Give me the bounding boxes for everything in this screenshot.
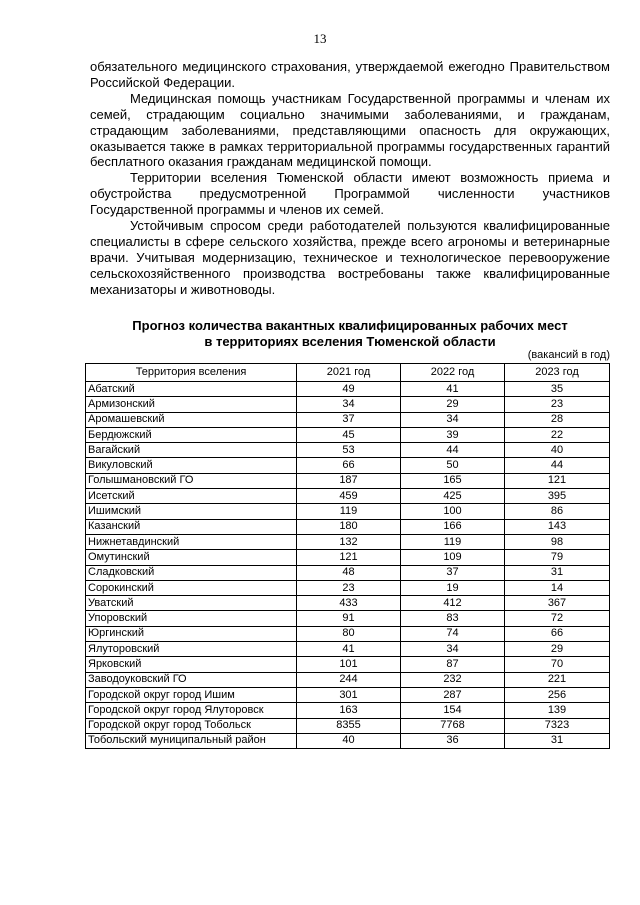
territory-cell: Ялуторовский: [86, 642, 297, 657]
value-2021-cell: 459: [297, 489, 401, 504]
value-2021-cell: 187: [297, 473, 401, 488]
table-row: [86, 718, 610, 733]
value-2022-cell: 166: [401, 519, 505, 534]
territory-cell: Городской округ город Тобольск: [86, 718, 297, 733]
value-2022-cell: 119: [401, 534, 505, 549]
header-2022: 2022 год: [401, 364, 505, 382]
table-row: [86, 412, 610, 427]
paragraph: Медицинская помощь участникам Государственной программы и членам их семей, страдающим социально значимыми заболеваниями, и гражданам, страдающим заболеваниями, представляющими опасность для окружающих, оказывается также в рамках территориальной программы государственных гарантий бесплатного оказания гражданам медицинской помощи.: [90, 90, 610, 170]
value-2021-cell: 180: [297, 519, 401, 534]
territory-cell: Омутинский: [86, 550, 297, 565]
value-2021-cell: 66: [297, 458, 401, 473]
value-2023-cell: 367: [505, 596, 610, 611]
table-row: [86, 672, 610, 687]
table-row: [86, 596, 610, 611]
table-row: [86, 611, 610, 626]
value-2023-cell: 79: [505, 550, 610, 565]
territory-cell: Тобольский муниципальный район: [86, 733, 297, 748]
table-title: [90, 318, 610, 349]
value-2023-cell: 121: [505, 473, 610, 488]
value-2022-cell: 287: [401, 687, 505, 702]
territory-cell: Городской округ город Ялуторовск: [86, 703, 297, 718]
territory-cell: Ишимский: [86, 504, 297, 519]
value-2022-cell: 39: [401, 427, 505, 442]
table-title-line2: в территориях вселения Тюменской области: [204, 333, 496, 349]
table-row: [86, 489, 610, 504]
table-row: [86, 458, 610, 473]
table-row: [86, 565, 610, 580]
territory-cell: Сладковский: [86, 565, 297, 580]
territory-cell: Упоровский: [86, 611, 297, 626]
value-2022-cell: 7768: [401, 718, 505, 733]
page-number: 13: [313, 31, 327, 46]
value-2021-cell: 40: [297, 733, 401, 748]
territory-cell: Городской округ город Ишим: [86, 687, 297, 702]
table-row: [86, 473, 610, 488]
value-2023-cell: 395: [505, 489, 610, 504]
territory-cell: Абатский: [86, 382, 297, 397]
value-2023-cell: 139: [505, 703, 610, 718]
table-title-line1: Прогноз количества вакантных квалифицированных рабочих мест: [132, 318, 568, 333]
value-2023-cell: 86: [505, 504, 610, 519]
table-row: [86, 504, 610, 519]
value-2021-cell: 433: [297, 596, 401, 611]
value-2021-cell: 53: [297, 443, 401, 458]
value-2022-cell: 232: [401, 672, 505, 687]
value-2023-cell: 143: [505, 519, 610, 534]
table-row: [86, 687, 610, 702]
value-2021-cell: 244: [297, 672, 401, 687]
territory-cell: Армизонский: [86, 397, 297, 412]
territory-cell: Юргинский: [86, 626, 297, 641]
value-2022-cell: 44: [401, 443, 505, 458]
value-2023-cell: 31: [505, 565, 610, 580]
value-2022-cell: 36: [401, 733, 505, 748]
value-2021-cell: 23: [297, 580, 401, 595]
table-row: [86, 657, 610, 672]
territory-cell: Сорокинский: [86, 580, 297, 595]
table-row: [86, 534, 610, 549]
table-row: [86, 642, 610, 657]
value-2022-cell: 50: [401, 458, 505, 473]
value-2021-cell: 80: [297, 626, 401, 641]
value-2023-cell: 221: [505, 672, 610, 687]
value-2021-cell: 119: [297, 504, 401, 519]
vacancies-table: [85, 363, 610, 749]
value-2022-cell: 29: [401, 397, 505, 412]
value-2021-cell: 49: [297, 382, 401, 397]
value-2023-cell: 7323: [505, 718, 610, 733]
value-2021-cell: 91: [297, 611, 401, 626]
territory-cell: Голышмановский ГО: [86, 473, 297, 488]
value-2021-cell: 34: [297, 397, 401, 412]
table-row: [86, 382, 610, 397]
unit-note: (вакансий в год): [527, 349, 610, 361]
value-2021-cell: 132: [297, 534, 401, 549]
table-row: [86, 443, 610, 458]
value-2023-cell: 14: [505, 580, 610, 595]
value-2021-cell: 121: [297, 550, 401, 565]
value-2022-cell: 100: [401, 504, 505, 519]
territory-cell: Аромашевский: [86, 412, 297, 427]
value-2022-cell: 425: [401, 489, 505, 504]
paragraph: Устойчивым спросом среди работодателей пользуются квалифицированные специалисты в сфере сельского хозяйства, прежде всего агрономы и ветеринарные врачи. Учитывая модернизацию, техническое и технологическое перевооружение сельскохозяйственного производства востребованы также квалифицированные механизаторы и животноводы.: [90, 218, 610, 297]
value-2021-cell: 37: [297, 412, 401, 427]
value-2022-cell: 154: [401, 703, 505, 718]
table-row: [86, 427, 610, 442]
value-2022-cell: 109: [401, 550, 505, 565]
territory-cell: Исетский: [86, 489, 297, 504]
value-2023-cell: 22: [505, 427, 610, 442]
value-2023-cell: 66: [505, 626, 610, 641]
header-2021: 2021 год: [297, 364, 401, 382]
table-row: [86, 397, 610, 412]
header-territory: Территория вселения: [86, 364, 297, 382]
value-2022-cell: 34: [401, 642, 505, 657]
table-header-row: [86, 364, 610, 382]
territory-cell: Заводоуковский ГО: [86, 672, 297, 687]
value-2021-cell: 45: [297, 427, 401, 442]
value-2021-cell: 41: [297, 642, 401, 657]
territory-cell: Бердюжский: [86, 427, 297, 442]
header-2023: 2023 год: [505, 364, 610, 382]
table-row: [86, 733, 610, 748]
table-row: [86, 550, 610, 565]
value-2022-cell: 19: [401, 580, 505, 595]
value-2022-cell: 37: [401, 565, 505, 580]
territory-cell: Казанский: [86, 519, 297, 534]
value-2021-cell: 163: [297, 703, 401, 718]
value-2023-cell: 31: [505, 733, 610, 748]
value-2023-cell: 40: [505, 443, 610, 458]
value-2022-cell: 34: [401, 412, 505, 427]
paragraph: обязательного медицинского страхования, утверждаемой ежегодно Правительством Российской Федерации.: [90, 59, 610, 90]
value-2022-cell: 74: [401, 626, 505, 641]
value-2023-cell: 29: [505, 642, 610, 657]
value-2021-cell: 48: [297, 565, 401, 580]
value-2023-cell: 256: [505, 687, 610, 702]
value-2023-cell: 70: [505, 657, 610, 672]
value-2022-cell: 165: [401, 473, 505, 488]
body-text: [90, 59, 610, 298]
value-2023-cell: 72: [505, 611, 610, 626]
territory-cell: Уватский: [86, 596, 297, 611]
territory-cell: Вагайский: [86, 443, 297, 458]
value-2023-cell: 23: [505, 397, 610, 412]
value-2023-cell: 98: [505, 534, 610, 549]
paragraph: Территории вселения Тюменской области имеют возможность приема и обустройства предусмотренной Программой численности участников Государственной программы и членов их семей.: [90, 170, 610, 218]
value-2022-cell: 412: [401, 596, 505, 611]
territory-cell: Ярковский: [86, 657, 297, 672]
value-2022-cell: 41: [401, 382, 505, 397]
value-2023-cell: 44: [505, 458, 610, 473]
value-2021-cell: 101: [297, 657, 401, 672]
territory-cell: Нижнетавдинский: [86, 534, 297, 549]
table-row: [86, 580, 610, 595]
value-2021-cell: 301: [297, 687, 401, 702]
value-2021-cell: 8355: [297, 718, 401, 733]
value-2023-cell: 28: [505, 412, 610, 427]
table-row: [86, 519, 610, 534]
table-row: [86, 703, 610, 718]
value-2023-cell: 35: [505, 382, 610, 397]
territory-cell: Викуловский: [86, 458, 297, 473]
table-body: [86, 382, 610, 749]
table-row: [86, 626, 610, 641]
value-2022-cell: 87: [401, 657, 505, 672]
value-2022-cell: 83: [401, 611, 505, 626]
